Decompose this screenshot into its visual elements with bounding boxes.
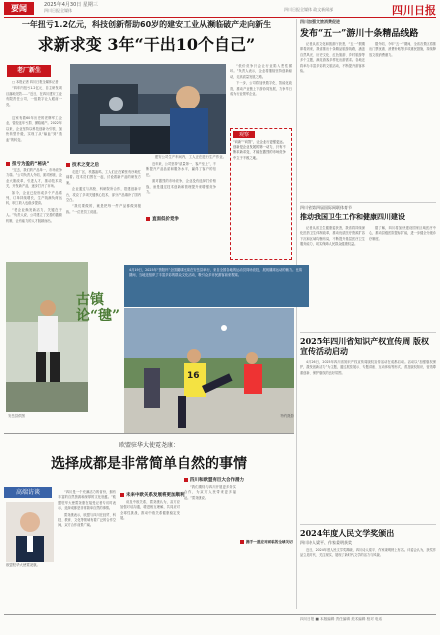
header-rule	[4, 17, 436, 18]
article-a-para: “低价竞争只会让行业陷入恶性循环。”负责人表示，企业将继续坚持创新驱动，走高质量发展之路。	[230, 64, 292, 79]
feature-rule	[4, 433, 294, 434]
article-b-para: “我们期待与四川开展更多务实合作，为双方人民带来更多福祉。”霓尧康说。	[184, 485, 236, 500]
article-a-para: “我们要做的，就是把每一件产品都做到极致。”一位老员工说道。	[66, 204, 141, 214]
right-note-4: 四川诗人梁平、作家姜明获奖	[300, 540, 352, 545]
right-para: 4月26日，2025年四川省知识产权宣传周版权宣传活动在成都启动。活动以“加强版权保护，激发创新活力”为主题，通过展览展示、专题讲座、互动体验等形式，普及版权知识，营造尊重创新、保护版权的良好氛围。	[300, 360, 436, 375]
article-a-para: 走进厂区，机器轰鸣，工人们正在紧张有序地忙碌着。技术员们围在一起，讨论着新产品的研发方案。	[66, 170, 141, 185]
right-divider-3	[300, 524, 436, 525]
byline: □ 本报记者 四川日报全媒体记者	[12, 80, 59, 84]
article-b-para: “四川是一个充满活力的省份，拥有丰富的自然资源和深厚的文化底蕴。”欧盟驻华大使霓尧康在接受记者专访时表示，选择成都是非常简单自然的事情。	[58, 490, 116, 511]
right-para: 据了解，四川将加快建设国家区域医疗中心，推动县级医院提标扩能，进一步健全分级诊疗制度。	[369, 226, 436, 241]
article-a-col2	[66, 170, 141, 260]
article-a-para: “老企业焕发新活力，关键在于人。”负责人说，公司建立了完善的激励机制，让有能力的人才脱颖而出。	[6, 207, 62, 223]
section-badge: 要闻	[4, 2, 34, 15]
right-top-note: 四川加强文旅消费促进	[300, 19, 340, 24]
square-bullet-icon	[184, 478, 188, 482]
article-a-subhead-3: 直面低价竞争	[146, 216, 226, 222]
page-header	[4, 2, 436, 16]
square-bullet-icon	[240, 540, 244, 544]
footer-rule	[4, 614, 436, 615]
shuttlecock-player-photo	[6, 262, 88, 412]
observation-box	[230, 128, 292, 260]
article-a-byline	[6, 80, 62, 116]
article-a-col1	[6, 116, 62, 162]
feature-right-caption: 特约摄影	[280, 414, 294, 418]
article-a-para: 近年来，公司坚持“质量第一、客户至上”，不断提升产品品质和服务水平，赢得了客户的信任。	[146, 162, 216, 177]
right-col-1a	[300, 42, 365, 200]
article-b-headline: 选择成都是非常简单自然的事情	[51, 456, 247, 472]
right-col-2b	[369, 226, 436, 330]
photo-caption: 建安公司生产车间内，工人正在进行生产作业。	[154, 155, 226, 159]
page-footer: 四川日报 ■ 本版编辑 责任编辑 美术编辑 校对 电话	[300, 617, 383, 621]
article-a-col4	[230, 64, 292, 124]
column-divider	[296, 19, 297, 609]
article-b-para: 谈及中欧关系，霓尧康认为，双方应加强对话沟通，增进相互理解，共同应对全球性挑战，推动中欧关系健康稳定发展。	[120, 500, 180, 521]
article-a-para: 面对激烈的市场竞争，企业没有选择打价格战，而是通过技术创新和管理提升来增强竞争力。	[146, 179, 216, 195]
right-headline-1: 发布“五一”游川十条精品线路	[300, 29, 419, 39]
article-a-para: 企业通过与高校、科研院所合作，搭建创新平台，攻克了多项关键核心技术，部分产品填补了国内空白。	[66, 187, 141, 203]
article-a-para: “过去，我们的产品单一，市场竞争力弱。”公司负责人介绍，面对困境，企业大胆改革，引进人才，推动技术攻关，开发新产品，逐步打开了市场。	[6, 168, 62, 189]
interview-tag: 高端访谈	[4, 487, 52, 498]
square-bullet-icon	[120, 493, 124, 497]
feature-left-caption: 安岳县供图	[8, 414, 25, 418]
right-col-2a	[300, 226, 365, 330]
article-b-subhead-2: 四川和欧盟有巨大合作潜力	[184, 477, 284, 483]
square-bullet-icon	[66, 163, 70, 167]
observation-text: “向新”“向智”，让企业行更强更远。创新是企业发展的第一动力，只有不断求新求变，才能在激烈的市场竞争中立于不败之地。	[233, 140, 286, 160]
right-para: 据介绍，今年“五一”期间，全省各景区将推出门票优惠、消费补贴等多项惠民措施，持续释放文旅消费潜力。	[369, 42, 436, 57]
feature-note-box: 4月19日，2025年“资阳杯”全国毽球比赛在安岳县举行，来自全国各地的运动员同场竞技，展现毽球运动的魅力。比赛期间，当地还组织了丰富多彩的群众文化活动，吸引众多市民游客前来观赛。	[124, 265, 309, 307]
article-a-para: 下一步，公司将加快数字化、智能化改造，推动产业链上下游协同发展，力争早日成为行业领军企业。	[230, 81, 292, 97]
article-b-para: 霓尧康表示，欧盟与四川在经贸、科技、教育、文化等领域有着广泛的合作空间，双方合作前景广阔。	[58, 512, 116, 528]
article-b-col3	[184, 485, 236, 610]
right-para: 记者从省卫生健康委获悉，我省将持续深化医药卫生体制改革，推动优质医疗资源扩容下沉和区域均衡布局，不断提升基层医疗卫生服务能力，切实保障人民群众健康权益。	[300, 226, 365, 247]
portrait-caption: 欧盟驻华大使霓尧康。	[6, 563, 40, 567]
issue-date: 2025年4月30日 星期三	[44, 2, 98, 8]
article-a-subhead-1: 扭亏为盈的“秘诀”	[6, 161, 66, 167]
header-subline: 四川日报全媒体	[44, 8, 72, 13]
right-headline-4: 2024年度人民文学奖颁出	[300, 528, 395, 538]
article-b-col2	[120, 500, 180, 610]
right-headline-3: 2025年四川省知识产权宣传周 版权宣传活动启动	[300, 336, 430, 356]
article-b-subhead-3: 携手一道应对面临的全球关切	[240, 540, 296, 545]
article-a-para: 这家有着60年历史的老牌军工企业，曾经连年亏损、濒临破产。2022年以来，企业坚持以科技创新为引领，加快转型升级，实现了从“输血”到“造血”的转变。	[6, 116, 62, 142]
article-b-kicker: 欧盟驻华大使霓尧康：	[118, 442, 179, 449]
article-a-headline: 求新求变 3年“干出10个自己”	[37, 35, 256, 54]
factory-worker-photo	[70, 64, 226, 154]
right-para: 近日，2024年度人民文学奖揭晓，四川诗人梁平、作家姜明榜上有名。评委会认为，获奖作品立足时代、关注现实，展现了新时代文学的活力与风貌。	[300, 548, 436, 558]
old-factory-stamp: 老厂新生	[7, 65, 51, 77]
right-col-4	[300, 548, 436, 612]
header-right-text: 四川日报全媒体 政文新闻部	[284, 7, 334, 12]
article-a-subhead-2: 技术之变之后	[66, 162, 146, 168]
right-note-2: 四川省第四届国际网联体育节	[300, 205, 352, 210]
right-para: 记者从省文化和旅游厅获悉，“五一”假期即将到来，我省推出十条精品旅游线路，涵盖自然风光、历史文化、红色旅游、乡村旅游等多个主题，满足游客多样化出游需求。各地还将举办丰富多彩的文旅活动，不断提升游客体验。	[300, 42, 365, 74]
article-a-para: 如今，企业已经形成多个产品系列，订单持续增长，生产线满负荷运转，职工收入也稳步提高。	[6, 190, 62, 206]
right-divider-1	[300, 202, 436, 203]
article-b-subhead-1: 未来中欧关系发展将更加顺利	[120, 492, 200, 498]
article-a-para: “四年内扭亏1.2亿元、自主研发项目落地见效……”近日，在四川建安工业有限责任公司，一组数字让人眼前一亮。	[6, 86, 62, 107]
right-col-1b	[369, 42, 436, 200]
article-a-col3	[146, 162, 216, 260]
square-bullet-icon	[6, 162, 10, 166]
right-col-3	[300, 360, 436, 522]
jersey-number: 16	[187, 371, 200, 381]
right-divider-2	[300, 332, 436, 333]
right-headline-2: 推动我国卫生工作和健康四川建设	[300, 212, 405, 221]
square-bullet-icon	[146, 217, 150, 221]
feature-tag: 古镇论“毽”	[76, 292, 121, 324]
newspaper-logo: 四川日报	[392, 4, 436, 17]
ambassador-portrait	[6, 502, 54, 562]
article-a-kicker: 一年扭亏1.2亿元，科技创新帮助60岁的建安工业从濒临破产走向新生	[21, 20, 272, 29]
article-a-col1b	[6, 168, 62, 260]
observation-title: 观察	[233, 131, 255, 138]
article-b-col1	[58, 490, 116, 610]
